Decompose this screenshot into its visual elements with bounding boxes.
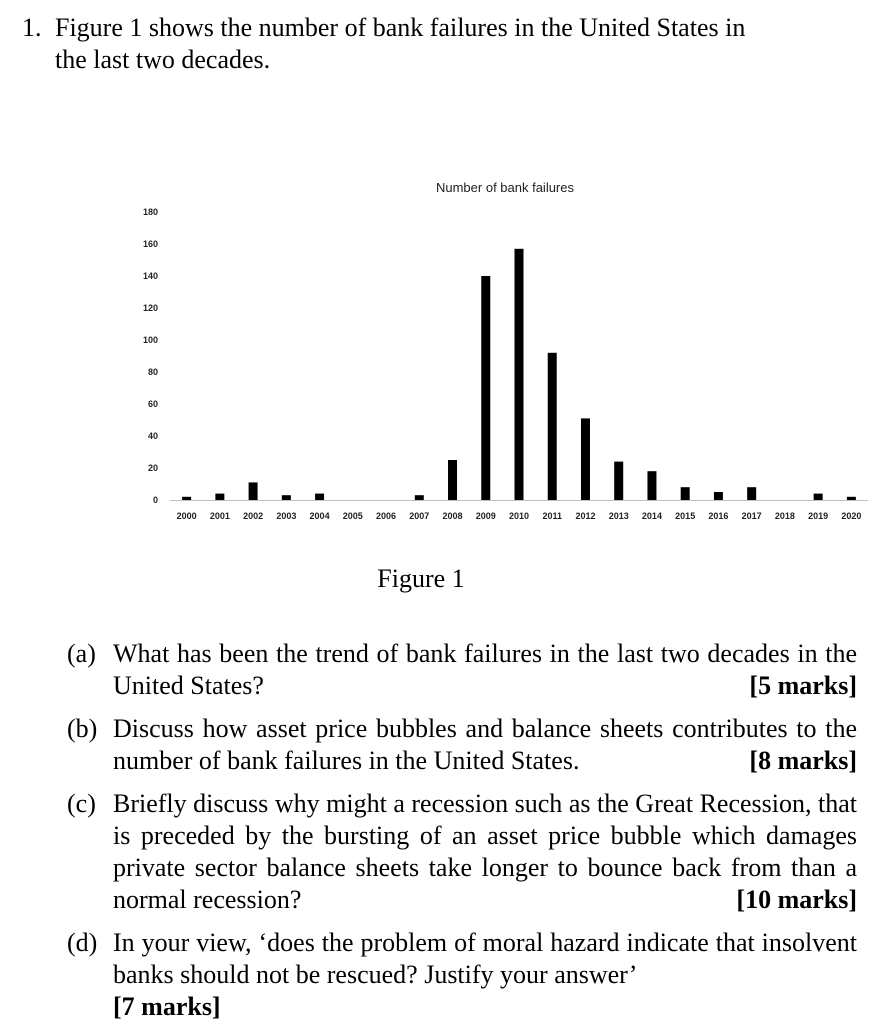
x-tick-label: 2014 [641,511,662,521]
y-tick-label: 80 [147,367,158,377]
sub-question-body [113,713,857,777]
sub-question-d [67,927,857,1023]
marks-badge: [7 marks] [113,992,221,1021]
bar-2001 [215,494,224,500]
y-tick-label: 100 [142,335,158,345]
sub-question-label: (b) [67,714,98,743]
bar-2000 [182,497,191,500]
sub-question-text: Discuss how asset price bubbles and balance sheets contributes to the number of bank failures in the United States. [113,714,857,775]
y-tick-label: 60 [147,399,158,409]
bar-2015 [681,487,690,500]
y-tick-label: 0 [152,495,158,505]
bank-failures-chart [120,170,880,540]
bar-2010 [515,249,524,500]
x-tick-label: 2003 [276,511,297,521]
sub-question-label: (c) [67,789,96,818]
sub-question-label: (a) [67,639,96,668]
bar-2009 [481,276,490,500]
sub-questions [67,638,857,1034]
bar-2020 [847,497,856,500]
question-text-1: Figure 1 shows the number of bank failures in the United States in [55,13,746,42]
x-tick-label: 2018 [774,511,795,521]
x-tick-label: 2004 [309,511,330,521]
chart-title: Number of bank failures [435,180,575,195]
sub-question-body [113,788,857,916]
bar-2011 [548,353,557,500]
x-tick-label: 2013 [608,511,629,521]
x-tick-label: 2007 [409,511,430,521]
bar-2014 [647,471,656,500]
sub-question-text: Briefly discuss why might a recession such as the Great Recession, that is preceded by the bursting of an asset price bubble which damages private sector balance sheets take longer to bounce back from than a normal recession? [113,789,857,914]
sub-question-body [113,638,857,702]
marks-badge: [10 marks] [736,885,857,914]
question-intro [22,12,872,76]
bar-2016 [714,492,723,500]
sub-question-b [67,713,857,777]
question-number: 1. [22,13,42,42]
figure-caption: Figure 1 [377,564,465,593]
x-tick-label: 2000 [176,511,197,521]
x-tick-label: 2006 [376,511,397,521]
question-line-1 [22,12,872,44]
y-tick-label: 120 [142,303,158,313]
x-tick-label: 2019 [808,511,829,521]
x-tick-label: 2011 [542,511,563,521]
y-tick-label: 160 [142,239,158,249]
bar-2017 [747,487,756,500]
x-tick-label: 2005 [342,511,363,521]
x-axis-ticks [177,511,862,521]
y-tick-label: 140 [142,271,158,281]
question-text-2: the last two decades. [55,45,271,74]
bar-2004 [315,494,324,500]
sub-question-c [67,788,857,916]
x-tick-label: 2010 [508,511,530,521]
sub-question-body [113,927,857,1023]
x-tick-label: 2008 [442,511,463,521]
bar-2003 [282,495,291,500]
bar-2008 [448,460,457,500]
x-tick-label: 2016 [708,511,729,521]
x-tick-label: 2012 [575,511,596,521]
bar-2012 [581,418,590,500]
sub-question-a [67,638,857,702]
bar-2007 [415,495,424,500]
bar-2002 [249,482,258,500]
x-tick-label: 2017 [741,511,762,521]
y-tick-label: 40 [147,431,158,441]
y-tick-label: 20 [147,463,158,473]
x-tick-label: 2020 [841,511,862,521]
marks-badge: [5 marks] [749,671,857,700]
bars [182,249,856,500]
chart-svg [120,170,880,540]
y-tick-label: 180 [142,207,158,217]
sub-question-label: (d) [67,928,98,957]
y-axis-ticks [143,207,158,505]
question-line-2 [22,44,872,76]
x-tick-label: 2015 [675,511,696,521]
sub-question-text: In your view, ‘does the problem of moral hazard indicate that insolvent banks should not be rescued? Justify your answer’ [113,928,857,989]
sub-question-text: What has been the trend of bank failures in the last two decades in the United States? [113,639,857,700]
x-tick-label: 2002 [243,511,264,521]
x-tick-label: 2009 [475,511,496,521]
bar-2019 [814,494,823,500]
marks-badge: [8 marks] [749,746,857,775]
bar-2013 [614,462,623,500]
x-tick-label: 2001 [209,511,230,521]
